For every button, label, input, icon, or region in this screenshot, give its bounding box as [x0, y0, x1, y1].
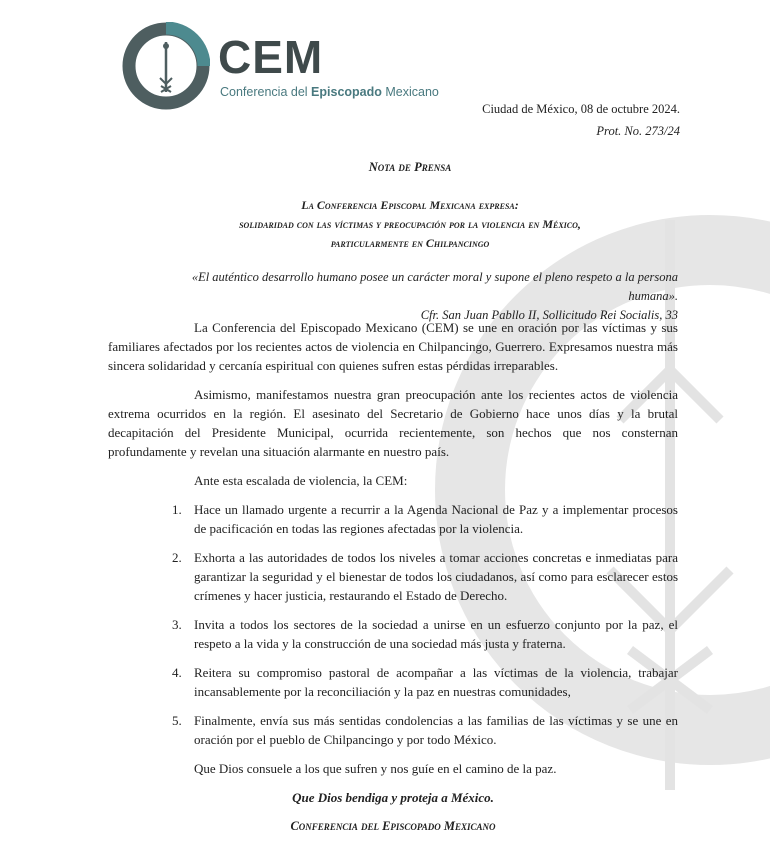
closing-sentence: Que Dios consuele a los que sufren y nos guíe en el camino de la paz.: [194, 761, 557, 776]
logo-name-bold: Episcopado: [311, 85, 382, 99]
list-item-text: Exhorta a las autoridades de todos los niveles a tomar acciones concretas e inmediatas para garantizar la seguridad y el bienestar de todos los ciudadanos, así como para esclarecer estos crímenes y hacer justicia, restaurando el Estado de Derecho.: [194, 550, 678, 603]
list-item-text: Reitera su compromiso pastoral de acompañar a las víctimas de la violencia, trabajar incansablemente por la reconciliación y la paz en nuestras comunidades,: [194, 665, 678, 699]
list-item-number: 4.: [172, 665, 182, 680]
document-body: [108, 318, 678, 836]
list-item-text: Finalmente, envía sus más sentidas condolencias a las familias de las víctimas y se une en oración por el pueblo de Chilpancingo y por todo México.: [194, 713, 678, 747]
quote-text: «El auténtico desarrollo humano posee un carácter moral y supone el pleno respeto a la persona humana».: [191, 270, 678, 303]
signature: Conferencia del Episcopado Mexicano: [290, 819, 496, 833]
list-item: [108, 615, 678, 653]
list-item-number: 5.: [172, 713, 182, 728]
list-item: [108, 711, 678, 749]
action-list: [108, 500, 678, 749]
body-paragraph: Asimismo, manifestamos nuestra gran preocupación ante los recientes actos de violencia extrema ocurridos en la región. El asesinato del Secretario de Gobierno hace unos días y la brutal decapitación del Presidente Municipal, ocurrida recientemente, son hechos que nos consternan profundamente y revelan una situación alarmante en nuestro país.: [108, 387, 678, 459]
logo-name-suffix: Mexicano: [385, 85, 439, 99]
document-date: Ciudad de México, 08 de octubre 2024.: [482, 102, 680, 116]
cem-emblem-icon: [122, 22, 210, 110]
list-intro: Ante esta escalada de violencia, la CEM:: [194, 473, 408, 488]
list-item-text: Invita a todos los sectores de la sociedad a unirse en un esfuerzo conjunto por la paz, el respeto a la vida y la construcción de una sociedad más justa y fraterna.: [194, 617, 678, 651]
protocol-number: Prot. No. 273/24: [596, 124, 680, 138]
cem-logo: [122, 22, 442, 112]
list-item: [108, 500, 678, 538]
logo-acronym: CEM: [218, 31, 324, 83]
headline-line: La Conferencia Episcopal Mexicana expresa:: [301, 198, 519, 212]
list-item-number: 3.: [172, 617, 182, 632]
list-item-number: 1.: [172, 502, 182, 517]
blessing: Que Dios bendiga y proteja a México.: [292, 790, 494, 805]
list-item: [108, 663, 678, 701]
quote-citation: Cfr. San Juan Pabllo II, Sollicitudo Rei Socialis, 33: [420, 308, 678, 322]
headline-line: particularmente en Chilpancingo: [330, 236, 490, 250]
list-item-text: Hace un llamado urgente a recurrir a la Agenda Nacional de Paz y a implementar procesos de pacificación en todas las regiones afectadas por la violencia.: [194, 502, 678, 536]
document-type-label: Nota de Prensa: [368, 160, 452, 174]
headline-line: solidaridad con las víctimas y preocupación por la violencia en México,: [239, 217, 581, 231]
logo-org-name: [220, 85, 439, 99]
body-paragraph: La Conferencia del Episcopado Mexicano (CEM) se une en oración por las víctimas y sus familiares afectados por los recientes actos de violencia en Chilpancingo, Guerrero. Expresamos nuestra más sincera solidaridad y cercanía espiritual con quienes sufren estas pérdidas irreparables.: [108, 320, 678, 373]
list-item: [108, 548, 678, 605]
epigraph-quote: [158, 268, 678, 325]
list-item-number: 2.: [172, 550, 182, 565]
headline: [150, 196, 670, 253]
logo-name-prefix: Conferencia del: [220, 85, 308, 99]
